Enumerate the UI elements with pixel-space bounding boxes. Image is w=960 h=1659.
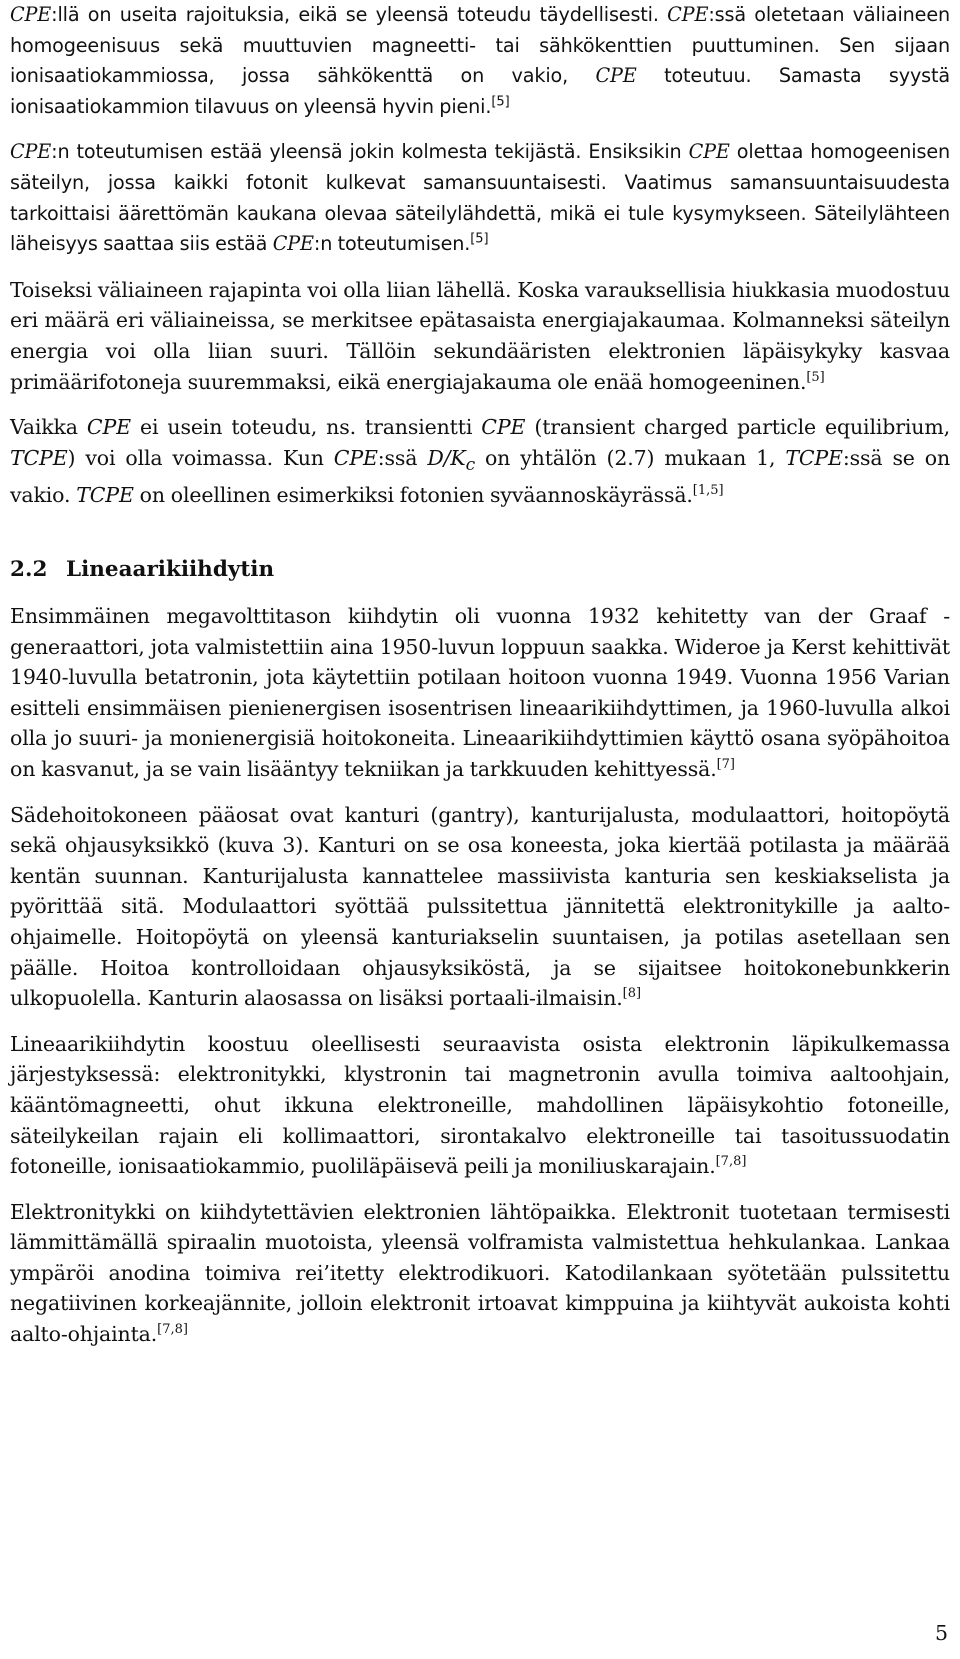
math-symbol: CPE [595, 64, 637, 88]
paragraph-cpe-factors [10, 137, 950, 259]
paragraph-accelerator-history [10, 601, 950, 785]
citation-ref: [8] [622, 986, 642, 1002]
text-run: olettaa homogeenisen säteilyn, jossa kaikki fotonit kulkevat samansuuntaisesti. Vaatimus samansuuntaisuudesta tarkoittaisi äärettömän kaukana olevaa säteilylähdettä, mikä ei tule kysymykseen. Säteilylähteen läheisyys saattaa siis estää [10, 140, 950, 256]
text-run: Sädehoitokoneen pääosat ovat kanturi (gantry), kanturijalusta, modulaattori, hoitopöytä sekä ohjausyksikkö (kuva 3). Kanturi on se osa koneesta, joka kiertää potilasta ja määrää kentän suunnan. Kanturijalusta kannattelee massiivista kanturia sen keskiakselista ja pyörittää sitä. Modulaattori syöttää pulssitettua jännitettä elektronitykille ja aalto-ohjaimelle. Hoitopöytä on yleensä kanturiakselin suuntaisen, ja potilas asetellaan sen päälle. Hoitoa kontrolloidaan ohjausyksiköstä, ja se sijaitsee hoitokonebunkkerin ulkopuolella. Kanturin alaosassa on lisäksi portaali-ilmaisin. [10, 802, 950, 1011]
section-number: 2.2 [10, 557, 48, 582]
citation-ref: [1,5] [692, 483, 724, 499]
text-run: Vaikka [10, 415, 87, 440]
section-title: Lineaarikiihdytin [66, 557, 275, 582]
math-symbol: CPE [667, 3, 709, 26]
text-run: Ensimmäinen megavolttitason kiihdytin oli vuonna 1932 kehitetty van der Graaf -generaattori, jota valmistettiin aina 1950-luvun loppuun saakka. Wideroe ja Kerst kehittivät 1940-luvulla betatronin, jota käytettiin potilaan hoitoon vuonna 1949. Vuonna 1956 Varian esitteli ensimmäisen pienienergisen isosentrisen lineaarikiihdyttimen, ja 1960-luvulla alkoi olla jo suuri- ja monienergisiä hoitokoneita. Lineaarikiihdyttimien käyttö osana syöpähoitoa on kasvanut, ja se vain lisääntyy tekniikan ja tarkkuuden kehittyessä. [10, 604, 950, 781]
text-run: :llä on useita rajoituksia, eikä se yleensä toteudu täydellisesti. [51, 3, 668, 26]
math-subscript: c [465, 454, 475, 475]
citation-ref: [7,8] [157, 1322, 188, 1338]
text-run: Elektronitykki on kiihdytettävien elektronien lähtöpaikka. Elektronit tuotetaan termisesti lämmittämällä spiraalin muotoista, yleensä volframista valmistettua hehkulankaa. Lankaa ympäröi anodina toimiva rei’itetty elektrodikuori. Katodilankaan syötetään pulssitettu negatiivinen korkeajännite, jolloin elektronit irtoavat kimppuina ja kiihtyvät aukoista kohti aalto-ohjainta. [10, 1199, 950, 1347]
text-run: :ssä se on vakio. [10, 445, 951, 508]
text-run: :ssä [377, 445, 428, 470]
paragraph-tcpe [10, 412, 950, 511]
text-run: :ssä oletetaan väliaineen homogeenisuus sekä muuttuvien magneetti- tai sähkökenttien puuttuminen. Sen sijaan ionisaatiokammiossa, jossa sähkökenttä on vakio, [10, 3, 950, 88]
text-run: :n toteutumisen estää yleensä jokin kolmesta tekijästä. [51, 140, 589, 164]
paragraph-cpe-limitations [10, 0, 950, 122]
text-run: ) voi olla voimassa. Kun [67, 445, 334, 470]
citation-ref: [5] [806, 369, 825, 385]
text-run: Ensiksikin [588, 140, 689, 164]
document-page [10, 0, 950, 1350]
math-symbol: CPE [688, 140, 730, 164]
math-symbol: CPE [86, 415, 131, 440]
math-symbol: TCPE [10, 445, 68, 470]
text-run: on oleellinen esimerkiksi fotonien syväannoskäyrässä. [133, 483, 693, 508]
text-run: toteutuu. Samasta syystä ionisaatiokammion tilavuus on yleensä hyvin pieni. [10, 64, 950, 118]
text-run: :n toteutumisen. [313, 232, 471, 256]
text-run: Toiseksi väliaineen rajapinta voi olla liian lähellä. Koska varauksellisia hiukkasia muodostuu eri määrä eri väliaineissa, se merkitsee epätasaista energiajakaumaa. Kolmanneksi säteilyn energia voi olla liian suuri. Tällöin sekundääristen elektronien läpäisykyky kasvaa primäärifotoneja suuremmaksi, eikä energiajakauma ole enää homogeeninen. [10, 277, 950, 394]
citation-ref: [5] [491, 94, 510, 110]
section-heading [10, 555, 950, 585]
text-run: on yhtälön (2.7) mukaan 1, [475, 445, 786, 470]
math-symbol: CPE [333, 445, 378, 470]
math-symbol: CPE [481, 415, 526, 440]
paragraph-interface-energy [10, 275, 950, 397]
paragraph-machine-parts [10, 800, 950, 1014]
math-symbol: TCPE [76, 483, 134, 508]
math-symbol: CPE [10, 140, 52, 164]
math-symbol: CPE [10, 3, 52, 26]
citation-ref: [5] [470, 231, 489, 247]
paragraph-linac-components [10, 1029, 950, 1182]
page-number: 5 [934, 1621, 948, 1645]
paragraph-electron-gun [10, 1197, 950, 1350]
math-symbol: TCPE [785, 445, 843, 470]
citation-ref: [7,8] [715, 1154, 747, 1170]
text-run: ei usein toteudu, ns. transientti [130, 415, 482, 440]
text-run: (transient charged particle equilibrium, [525, 415, 950, 440]
text-run: Lineaarikiihdytin koostuu oleellisesti seuraavista osista elektronin läpikulkemassa järjestyksessä: elektronitykki, klystronin tai magnetronin avulla toimiva aaltoohjain, kääntömagneetti, ohut ikkuna elektroneille, mahdollinen läpäisykohtio fotoneille, säteilykeilan rajain eli kollimaattori, sirontakalvo elektroneille tai tasoitussuodatin fotoneille, ionisaatiokammio, puoliläpäisevä peili ja moniliuskarajain. [10, 1031, 950, 1179]
math-symbol: CPE [272, 232, 314, 256]
citation-ref: [7] [716, 757, 735, 773]
math-symbol: D/K [427, 445, 466, 470]
